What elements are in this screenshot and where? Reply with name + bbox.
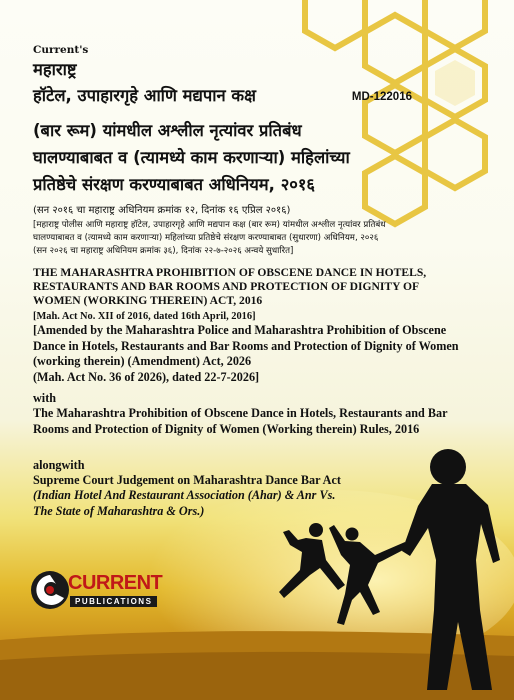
alongwith-label: alongwith (33, 458, 85, 472)
case-name-line-2: The State of Maharashtra & Ors.) (33, 504, 205, 518)
marathi-amendment-line-3: (सन २०२६ चा महाराष्ट्र अधिनियम क्रमांक ३६), दिनांक २२-७-२०२६ अन्वये सुधारित] (33, 246, 294, 256)
with-label: with (33, 391, 57, 405)
marathi-title-line-3: (बार रूम) यांमधील अश्लील नृत्यांवर प्रतिबंध (33, 121, 302, 140)
marathi-amendment-line-1: [महाराष्ट्र पोलीस आणि महाराष्ट्र हॉटेल, उपाहारगृहे आणि मद्यपान कक्ष (बार रूम) यांमधील अश्लील नृत्यांवर प्रतिबंध (33, 220, 386, 230)
publisher-logo-word: CURRENT (68, 572, 163, 594)
marathi-title-line-2: हॉटेल, उपाहारगृहे आणि मद्यपान कक्ष (33, 86, 256, 105)
english-act-title: THE MAHARASHTRA PROHIBITION OF OBSCENE DANCE IN HOTELS, RESTAURANTS AND BAR ROOMS AND PROTECTION OF DIGNITY OF WOMEN (WORKING THEREIN) ACT, 2016 (33, 266, 427, 307)
marathi-title-line-4: घालण्याबाबत व (त्यामध्ये काम करणाऱ्या) महिलांच्या (33, 148, 350, 167)
english-amendment-text: [Amended by the Maharashtra Police and Maharashtra Prohibition of Obscene Dance in Hotels, Restaurants and Bar Rooms and Protection of Dignity of Women (working therein) (Amendment) Act, 2026 (33, 323, 459, 368)
english-act-reference: [Mah. Act No. XII of 2016, dated 16th April, 2016] (33, 311, 256, 322)
case-name-line-1: (Indian Hotel And Restaurant Association (Ahar) & Anr Vs. (33, 488, 336, 502)
product-code: MD-122016 (351, 91, 412, 103)
english-amendment-reference: (Mah. Act No. 36 of 2026), dated 22-7-2026] (33, 370, 260, 384)
marathi-act-reference: (सन २०१६ चा महाराष्ट्र अधिनियम क्रमांक १२, दिनांक १६ एप्रिल २०१६) (33, 205, 291, 216)
marathi-title-line-5: प्रतिष्ठेचे संरक्षण करण्याबाबत अधिनियम, २०१६ (33, 175, 316, 194)
marathi-title-line-1: महाराष्ट्र (33, 60, 77, 79)
rules-title: The Maharashtra Prohibition of Obscene Dance in Hotels, Restaurants and Bar Rooms and Protection of Dignity of Women (Working therein) Rules, 2016 (33, 406, 448, 436)
marathi-amendment-line-2: घालण्याबाबत व (त्यामध्ये काम करणाऱ्या) महिलांच्या प्रतिष्ठेचे संरक्षण करण्याबाबत (सुधारणा) अधिनियम, २०२६ (33, 233, 379, 243)
judgement-title: Supreme Court Judgement on Maharashtra Dance Bar Act (33, 473, 341, 487)
publisher-name: Current's (33, 44, 89, 56)
current-logo-icon (31, 571, 69, 609)
publisher-logo-sub: PUBLICATIONS (70, 596, 157, 607)
